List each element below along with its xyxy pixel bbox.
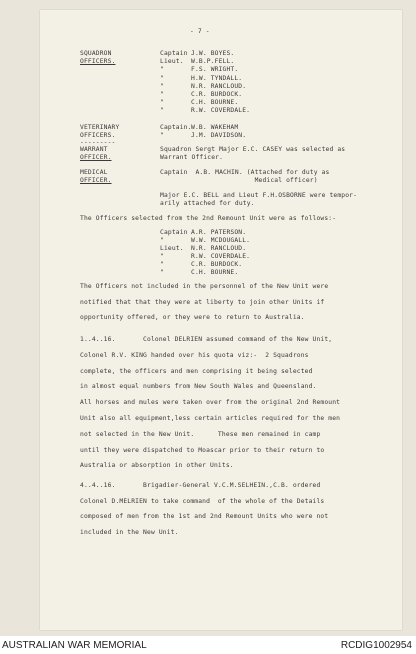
officer-rank: " — [160, 132, 164, 139]
officer-rank: " — [160, 99, 164, 107]
footer-record-id: RCDIG1002954 — [340, 640, 412, 651]
officer-name: C.H. BOURNE. — [191, 99, 239, 107]
document-page — [40, 10, 402, 630]
officer-name: C.R. BURDOCK. — [191, 91, 243, 98]
medical-text-line1: Captain A.B. MACHIN. (Attached for duty as — [160, 169, 330, 176]
warrant-heading-line1: WARRANT — [80, 146, 108, 153]
paragraph-line: included in the New Unit. — [80, 528, 179, 536]
veterinary-heading-dashes: --------- — [80, 139, 116, 146]
paragraph-line: The Officers not included in the personnel of the New Unit were — [80, 283, 329, 290]
medical-heading-line1: MEDICAL — [80, 169, 108, 176]
paragraph-line: Colonel D.MELRIEN to take command of the whole of the Details — [80, 497, 325, 505]
squadron-heading-line2: OFFICERS. — [80, 58, 116, 65]
warrant-text-line2: Warrant Officer. — [160, 154, 224, 161]
archive-footer — [0, 636, 416, 654]
medical-text-line2: Medical officer) — [160, 177, 318, 184]
officer-name: A.R. PATERSON. — [191, 229, 247, 236]
warrant-heading-line2: OFFICER. — [80, 154, 112, 161]
paragraph-line: Australia or absorption in other Units. — [80, 462, 234, 470]
officer-name: H.W. TYNDALL. — [191, 74, 243, 82]
officer-rank: " — [160, 253, 164, 260]
officer-name: R.W. COVERDALE. — [191, 253, 251, 260]
officer-name: C.H. BOURNE. — [191, 269, 239, 276]
officer-rank: " — [160, 237, 164, 244]
officer-rank: " — [160, 91, 164, 98]
paragraph-line: in almost equal numbers from New South Wales and Queensland. — [80, 383, 317, 391]
officer-rank: " — [160, 82, 164, 90]
officer-rank: Captain — [160, 50, 188, 57]
officer-rank: " — [160, 261, 164, 268]
officer-name: F.S. WRIGHT. — [191, 66, 239, 74]
officer-name: R.W. COVERDALE. — [191, 107, 251, 115]
officer-rank: Lieut. — [160, 245, 184, 252]
warrant-text-line1: Squadron Sergt Major E.C. CASEY was selected as — [160, 146, 346, 153]
paragraph-line: 4..4..16. Brigadier-General V.C.M.SELHEIN.,C.B. ordered — [80, 482, 321, 489]
officer-name: J.W. BOYES. — [191, 50, 235, 57]
officer-rank: Captain — [160, 229, 188, 236]
veterinary-heading-line1: VETERINARY — [80, 124, 120, 131]
paragraph-line: opportunity offered, or they were to return to Australia. — [80, 314, 305, 321]
officer-rank: Lieut. — [160, 58, 184, 66]
squadron-heading-line1: SQUADRON — [80, 50, 112, 57]
paragraph-line: 1..4..16. Colonel DELRIEN assumed command of the New Unit, — [80, 336, 333, 343]
officer-name: N.R. RANCLOUD. — [191, 82, 247, 90]
officer-rank: " — [160, 66, 164, 74]
paragraph-line: complete, the officers and men comprising it being selected — [80, 367, 313, 375]
officer-name: J.M. DAVIDSON. — [191, 132, 247, 139]
footer-institution: AUSTRALIAN WAR MEMORIAL — [2, 640, 147, 651]
officer-name: W.B. WAKEHAM — [191, 124, 239, 131]
officer-name: W.B.P.FELL. — [191, 58, 235, 66]
officer-rank: " — [160, 107, 164, 115]
veterinary-heading-line2: OFFICERS. — [80, 132, 116, 139]
officer-name: W.W. MCDOUGALL. — [191, 237, 251, 244]
selected-intro: The Officers selected from the 2nd Remount Unit were as follows:- — [80, 215, 337, 222]
attached-text-line1: Major E.C. BELL and Lieut F.H.OSBORNE were tempor- — [160, 192, 358, 199]
paragraph-line: Unit also all equipment,less certain articles required for the men — [80, 415, 341, 422]
medical-heading-line2: OFFICER. — [80, 177, 112, 184]
paragraph-line: until they were dispatched to Moascar prior to their return to — [80, 446, 325, 454]
page-number: - 7 - — [190, 28, 210, 35]
officer-rank: " — [160, 74, 164, 82]
attached-text-line2: arily attached for duty. — [160, 200, 255, 207]
paragraph-line: Colonel R.V. KING handed over his quota viz:- 2 Squadrons — [80, 351, 309, 359]
paragraph-line: notified that that they were at liberty to join other Units if — [80, 298, 325, 306]
paragraph-line: All horses and mules were taken over from the original 2nd Remount — [80, 399, 341, 407]
officer-name: C.R. BURDOCK. — [191, 261, 243, 268]
paragraph-line: composed of men from the 1st and 2nd Remount Units who were not — [80, 513, 329, 520]
officer-name: N.R. RANCLOUD. — [191, 245, 247, 252]
officer-rank: " — [160, 269, 164, 276]
officer-rank: Captain. — [160, 124, 192, 131]
paragraph-line: not selected in the New Unit. These men remained in camp — [80, 430, 321, 438]
